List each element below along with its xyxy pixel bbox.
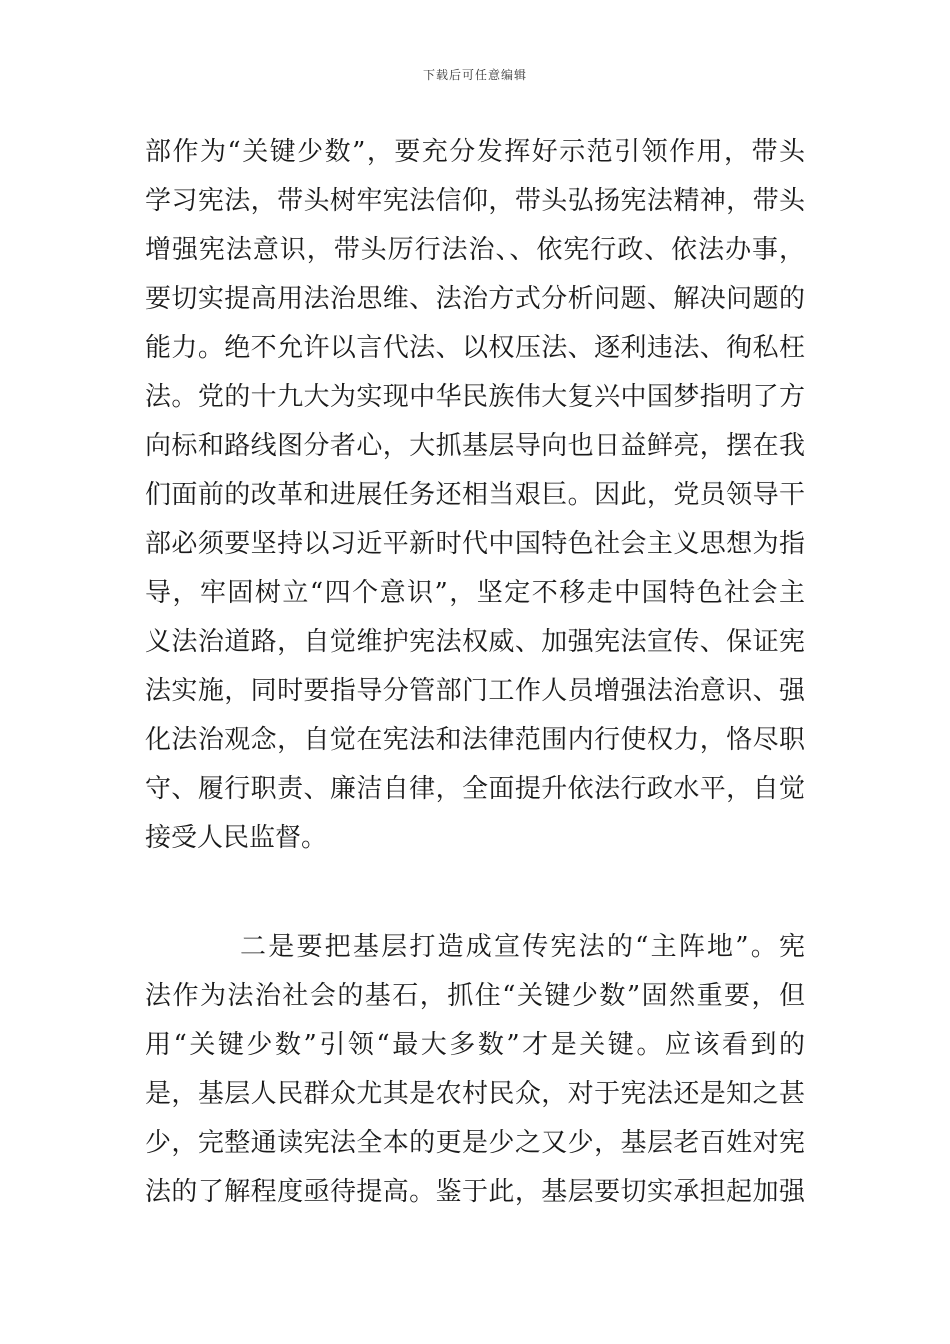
- text-line: 向标和路线图分者心，大抓基层导向也日益鲜亮，摆在我: [145, 431, 805, 461]
- text-line: 能力。绝不允许以言代法、以权压法、逐利违法、徇私枉: [145, 333, 805, 363]
- text-line: 部作为“关键少数”，要充分发挥好示范引领作用，带头: [145, 137, 805, 167]
- text-line: 化法治观念，自觉在宪法和法律范围内行使权力，恪尽职: [145, 725, 805, 755]
- text-line: 学习宪法，带头树牢宪法信仰，带头弘扬宪法精神，带头: [145, 186, 805, 216]
- text-line: 二是要把基层打造成宣传宪法的“主阵地”。宪: [240, 932, 805, 962]
- paragraph-1: [145, 128, 805, 863]
- text-line: 是，基层人民群众尤其是农村民众，对于宪法还是知之甚: [145, 1079, 805, 1109]
- text-line: 接受人民监督。: [145, 823, 328, 853]
- text-line: 部必须要坚持以习近平新时代中国特色社会主义思想为指: [145, 529, 805, 559]
- text-line: 少，完整通读宪法全本的更是少之又少，基层老百姓对宪: [145, 1128, 805, 1158]
- paragraph-2: [145, 923, 805, 1217]
- text-line: 法的了解程度亟待提高。鉴于此，基层要切实承担起加强: [145, 1177, 805, 1207]
- text-line: 增强宪法意识，带头厉行法治、、依宪行政、依法办事，: [145, 235, 805, 265]
- text-line: 法实施，同时要指导分管部门工作人员增强法治意识、强: [145, 676, 805, 706]
- text-line: 义法治道路，自觉维护宪法权威、加强宪法宣传、保证宪: [145, 627, 805, 657]
- text-line: 法作为法治社会的基石，抓住“关键少数”固然重要，但: [145, 981, 805, 1011]
- text-line: 守、履行职责、廉洁自律，全面提升依法行政水平，自觉: [145, 774, 805, 804]
- text-line: 们面前的改革和进展任务还相当艰巨。因此，党员领导干: [145, 480, 805, 510]
- text-line: 导，牢固树立“四个意识”，坚定不移走中国特色社会主: [145, 578, 805, 608]
- text-line: 法。党的十九大为实现中华民族伟大复兴中国梦指明了方: [145, 382, 805, 412]
- text-line: 用“关键少数”引领“最大多数”才是关键。应该看到的: [145, 1030, 805, 1060]
- text-line: 要切实提高用法治思维、法治方式分析问题、解决问题的: [145, 284, 805, 314]
- page-header: 下载后可任意编辑: [422, 68, 527, 82]
